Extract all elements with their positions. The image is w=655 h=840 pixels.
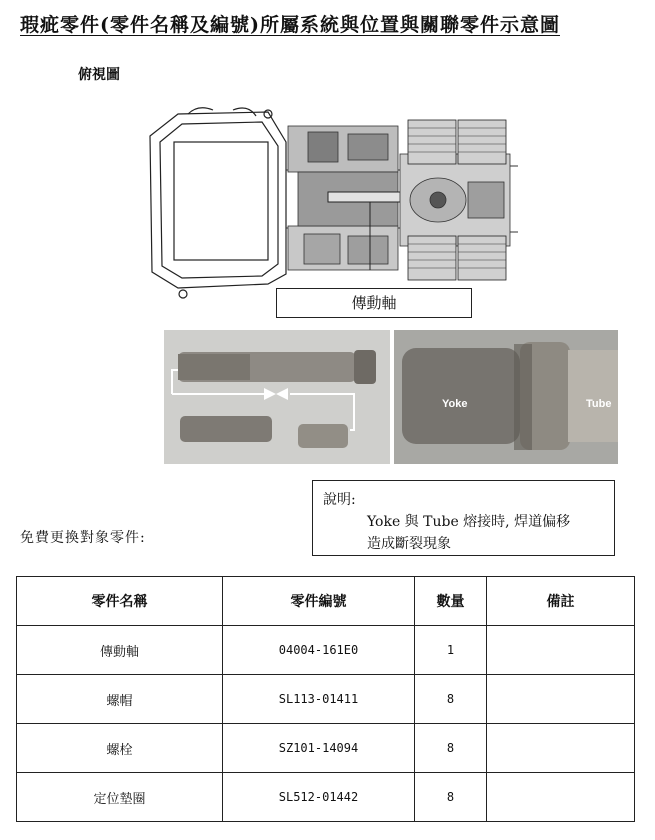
header-quantity: 數量 bbox=[415, 577, 487, 626]
header-part-number: 零件編號 bbox=[223, 577, 415, 626]
description-box bbox=[312, 480, 615, 556]
cab-outline bbox=[150, 108, 286, 298]
table-row bbox=[17, 626, 635, 675]
assembled-shaft-image bbox=[178, 350, 376, 384]
table-row bbox=[17, 724, 635, 773]
table-row bbox=[17, 773, 635, 822]
chassis-top-view-diagram bbox=[138, 102, 528, 300]
part-number-cell: 04004-161E0 bbox=[223, 626, 415, 675]
parts-table bbox=[16, 576, 635, 822]
header-remarks: 備註 bbox=[487, 577, 635, 626]
tube-label: Tube bbox=[586, 398, 612, 410]
free-replacement-label: 免費更換對象零件: bbox=[20, 530, 146, 546]
quantity-cell: 8 bbox=[415, 675, 487, 724]
table-row bbox=[17, 675, 635, 724]
remarks-cell bbox=[487, 626, 635, 675]
description-line: Yoke 與 Tube 熔接時, 焊道偏移 bbox=[367, 514, 571, 530]
propeller-shaft-callout: 傳動軸 bbox=[276, 288, 472, 318]
remarks-cell bbox=[487, 675, 635, 724]
tube-section-image bbox=[568, 350, 618, 442]
quantity-cell: 1 bbox=[415, 626, 487, 675]
part-number-cell: SZ101-14094 bbox=[223, 724, 415, 773]
header-part-name: 零件名稱 bbox=[17, 577, 223, 626]
yoke-section-image bbox=[402, 348, 520, 444]
remarks-cell bbox=[487, 724, 635, 773]
view-label: 俯視圖 bbox=[78, 67, 120, 83]
part-number-cell: SL512-01442 bbox=[223, 773, 415, 822]
part-name-cell: 螺帽 bbox=[17, 675, 223, 724]
weld-closeup-photo bbox=[394, 330, 618, 464]
part-number-cell: SL113-01411 bbox=[223, 675, 415, 724]
quantity-cell: 8 bbox=[415, 773, 487, 822]
yoke-label: Yoke bbox=[442, 398, 468, 410]
shaft-parts-photo bbox=[164, 330, 390, 464]
page-title: 瑕疵零件(零件名稱及編號)所屬系統與位置與關聯零件示意圖 bbox=[20, 14, 560, 36]
quantity-cell: 8 bbox=[415, 724, 487, 773]
description-line: 造成斷裂現象 bbox=[367, 536, 451, 552]
description-heading: 說明: bbox=[323, 492, 356, 508]
description-text bbox=[367, 511, 570, 555]
part-name-cell: 傳動軸 bbox=[17, 626, 223, 675]
part-name-cell: 螺栓 bbox=[17, 724, 223, 773]
table-header-row bbox=[17, 577, 635, 626]
remarks-cell bbox=[487, 773, 635, 822]
rear-axle-assembly bbox=[400, 154, 510, 246]
part-name-cell: 定位墊圈 bbox=[17, 773, 223, 822]
